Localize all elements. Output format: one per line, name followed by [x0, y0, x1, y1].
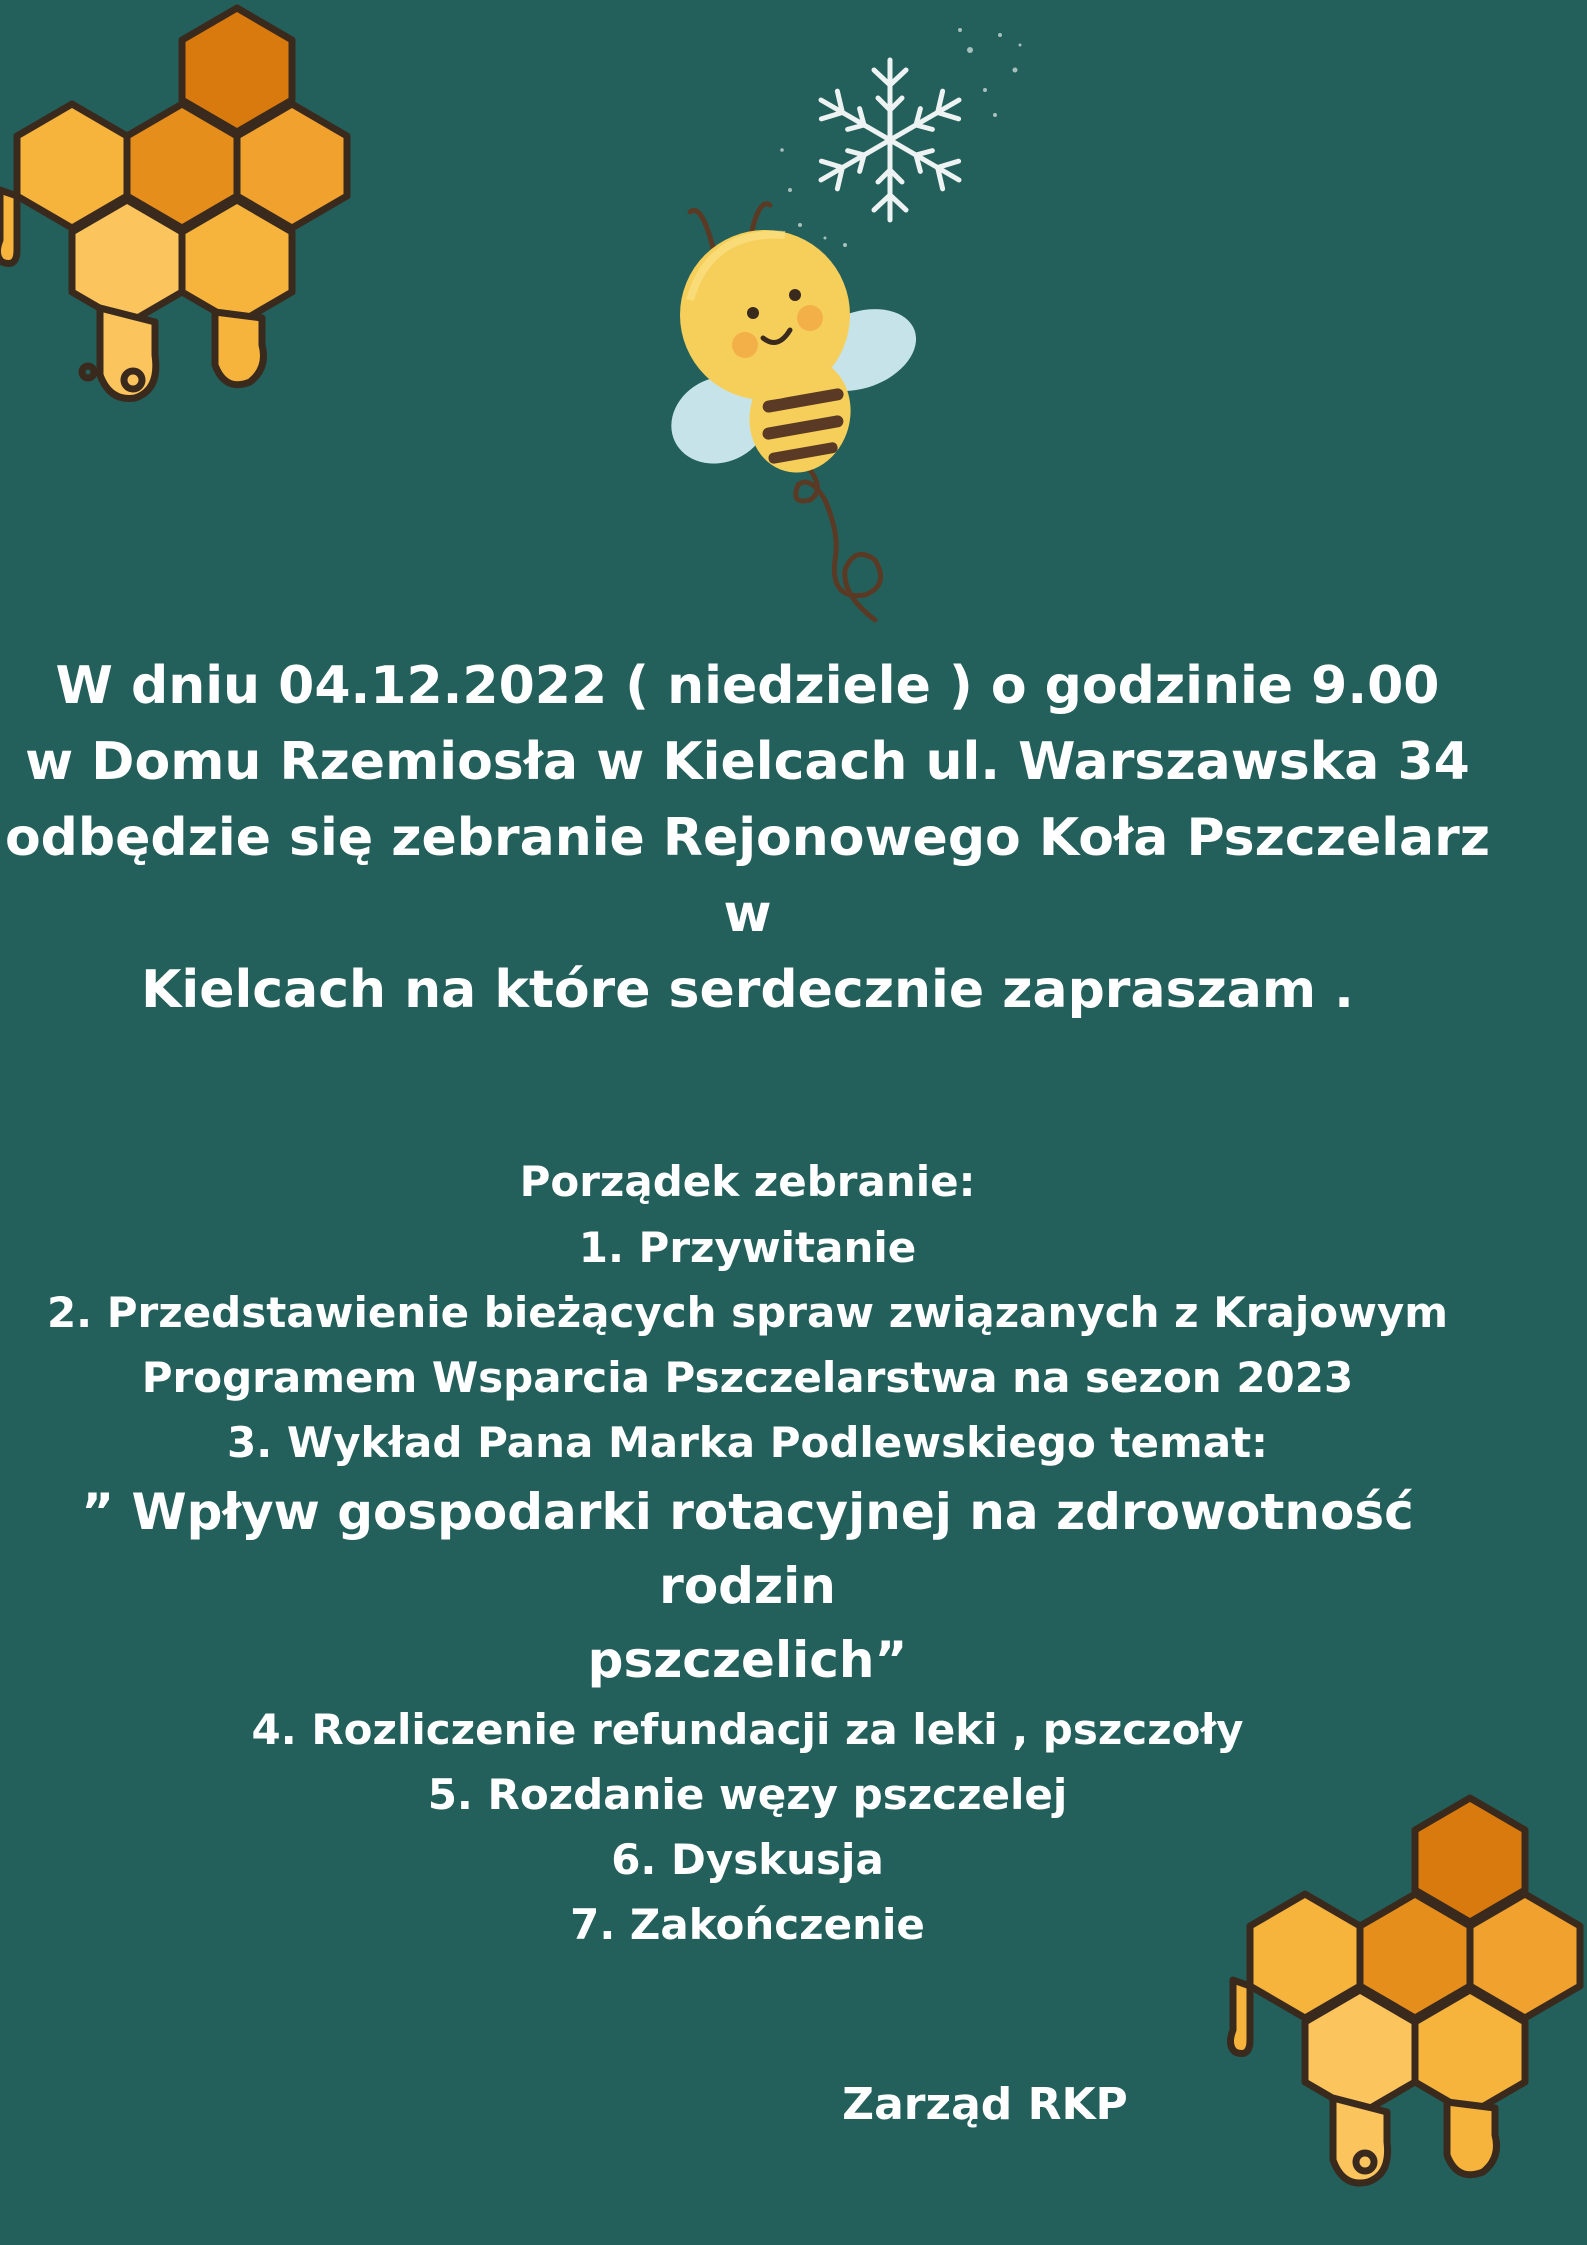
invitation-text — [0, 648, 1495, 1028]
lecture-topic: pszczelich” — [587, 1631, 908, 1689]
agenda-item: Programem Wsparcia Pszczelarstwa na sezon 2023 — [141, 1353, 1354, 1402]
bee-icon — [650, 190, 930, 630]
agenda-item: 6. Dyskusja — [611, 1835, 884, 1884]
invitation-line: Kielcach na które serdecznie zapraszam . — [141, 960, 1354, 1020]
agenda-item: 5. Rozdanie węzy pszczelej — [427, 1770, 1068, 1819]
signature: Zarząd RKP — [842, 2079, 1128, 2130]
agenda-item: 7. Zakończenie — [570, 1900, 925, 1949]
agenda-item: 1. Przywitanie — [578, 1223, 917, 1272]
agenda-item: 3. Wykład Pana Marka Podlewskiego temat: — [227, 1418, 1268, 1467]
agenda-list — [0, 1215, 1495, 1957]
invitation-line: w Domu Rzemiosła w Kielcach ul. Warszawska 34 — [25, 732, 1470, 792]
lecture-topic: ” Wpływ gospodarki rotacyjnej na zdrowotność rodzin — [81, 1483, 1414, 1615]
honeycomb-icon — [0, 0, 360, 420]
agenda-item: 4. Rozliczenie refundacji za leki , pszczoły — [251, 1705, 1244, 1754]
invitation-line: odbędzie się zebranie Rejonowego Koła Pszczelarz w — [4, 808, 1491, 944]
invitation-line: W dniu 04.12.2022 ( niedziele ) o godzinie 9.00 — [55, 656, 1440, 716]
agenda-heading: Porządek zebranie: — [519, 1157, 976, 1206]
agenda-item: 2. Przedstawienie bieżących spraw związanych z Krajowym — [46, 1288, 1449, 1337]
